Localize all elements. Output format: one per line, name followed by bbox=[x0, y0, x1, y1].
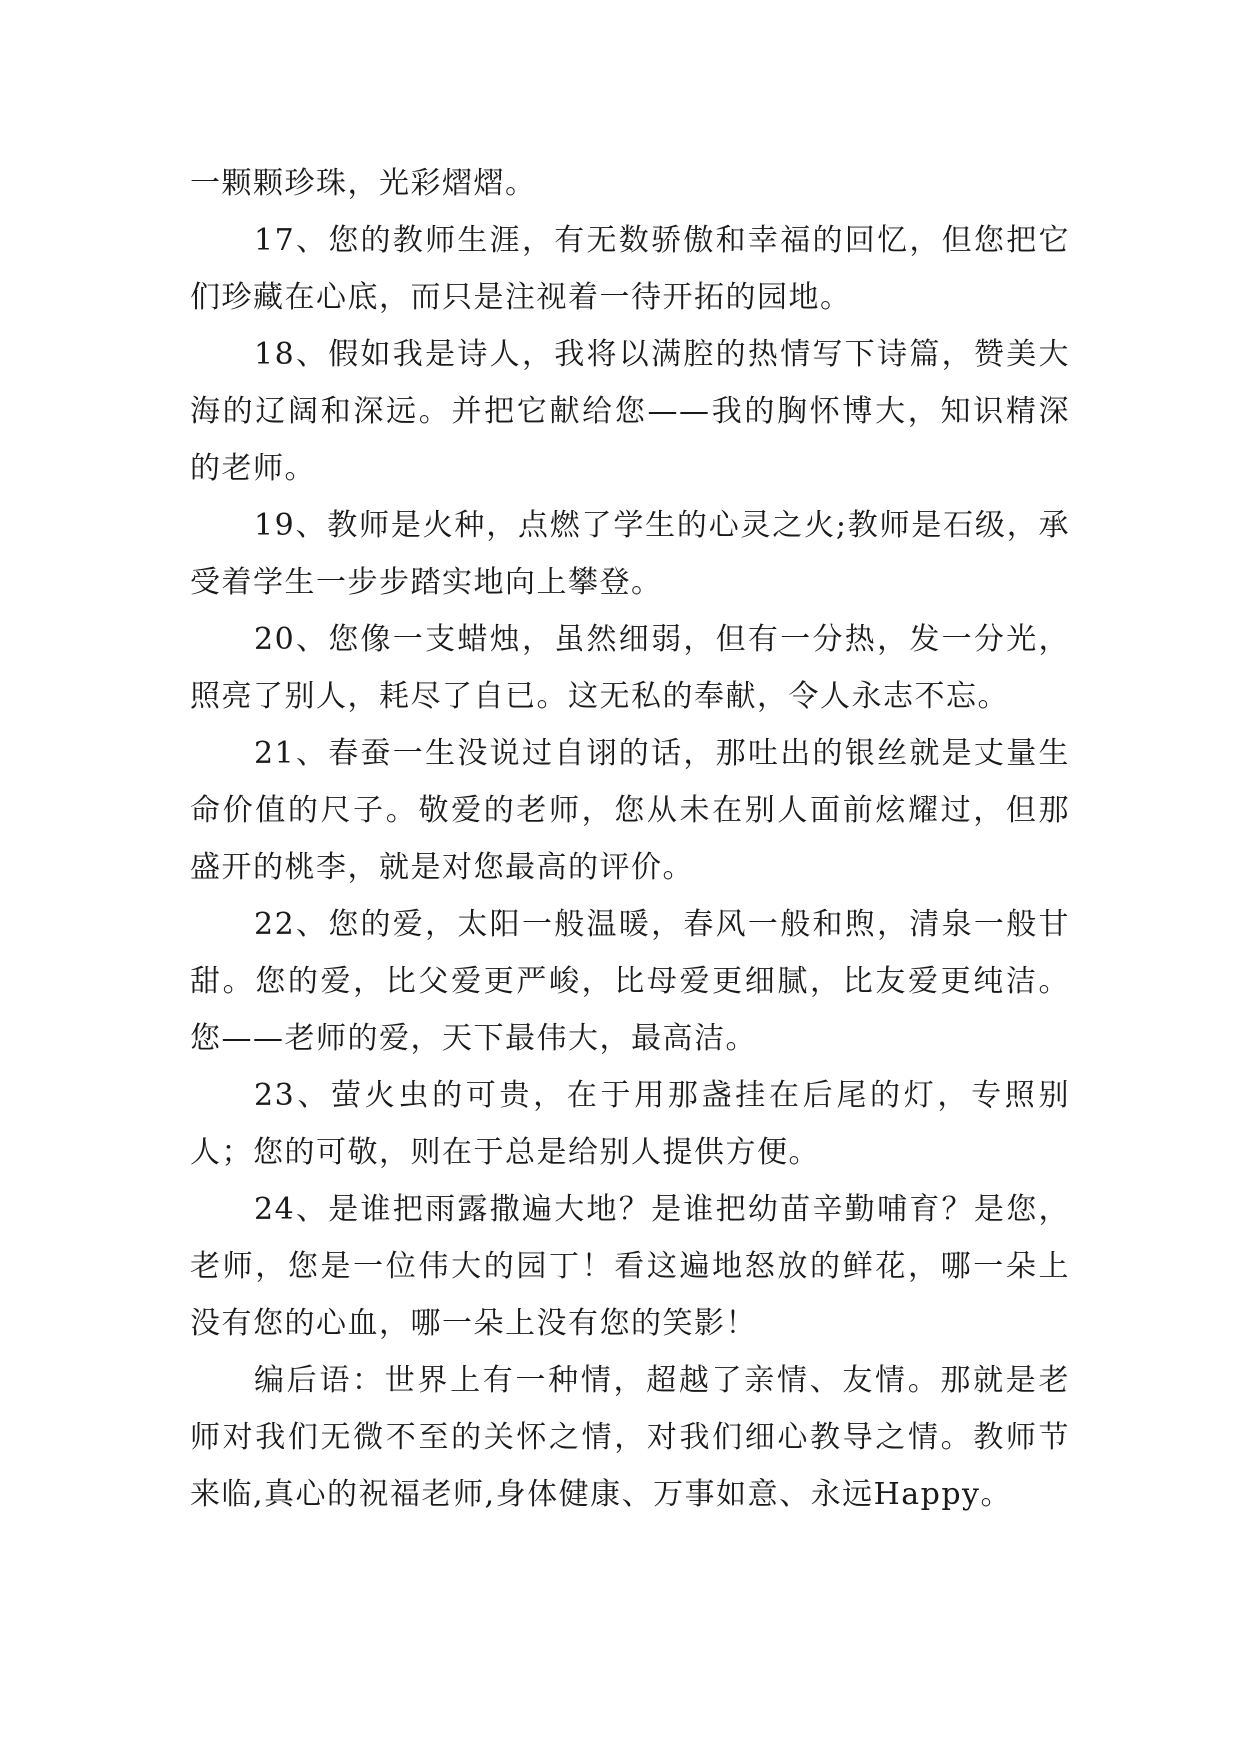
paragraph-item-17: 17、您的教师生涯，有无数骄傲和幸福的回忆，但您把它们珍藏在心底，而只是注视着一待开拓的园地。 bbox=[190, 223, 1070, 315]
paragraph-item-22: 22、您的爱，太阳一般温暖，春风一般和煦，清泉一般甘甜。您的爱，比父爱更严峻，比母爱更细腻，比友爱更纯洁。您——老师的爱，天下最伟大，最高洁。 bbox=[190, 907, 1070, 1056]
paragraph-item-18: 18、假如我是诗人，我将以满腔的热情写下诗篇，赞美大海的辽阔和深远。并把它献给您——我的胸怀博大，知识精深的老师。 bbox=[190, 337, 1070, 486]
paragraph-item-23: 23、萤火虫的可贵，在于用那盏挂在后尾的灯，专照别人；您的可敬，则在于总是给别人提供方便。 bbox=[190, 1078, 1070, 1170]
paragraph-editors-note: 编后语：世界上有一种情，超越了亲情、友情。那就是老师对我们无微不至的关怀之情，对我们细心教导之情。教师节来临,真心的祝福老师,身体健康、万事如意、永远Happy。 bbox=[190, 1363, 1070, 1512]
paragraph-item-21: 21、春蚕一生没说过自诩的话，那吐出的银丝就是丈量生命价值的尺子。敬爱的老师，您从未在别人面前炫耀过，但那盛开的桃李，就是对您最高的评价。 bbox=[190, 736, 1070, 885]
document-body bbox=[190, 155, 1070, 1523]
paragraph-item-24: 24、是谁把雨露撒遍大地？是谁把幼苗辛勤哺育？是您，老师，您是一位伟大的园丁！看这遍地怒放的鲜花，哪一朵上没有您的心血，哪一朵上没有您的笑影！ bbox=[190, 1192, 1070, 1341]
paragraph-item-20: 20、您像一支蜡烛，虽然细弱，但有一分热，发一分光，照亮了别人，耗尽了自已。这无私的奉献，令人永志不忘。 bbox=[190, 622, 1070, 714]
paragraph-item-19: 19、教师是火种，点燃了学生的心灵之火;教师是石级，承受着学生一步步踏实地向上攀登。 bbox=[190, 508, 1070, 600]
paragraph-continuation: 一颗颗珍珠，光彩熠熠。 bbox=[190, 166, 537, 201]
